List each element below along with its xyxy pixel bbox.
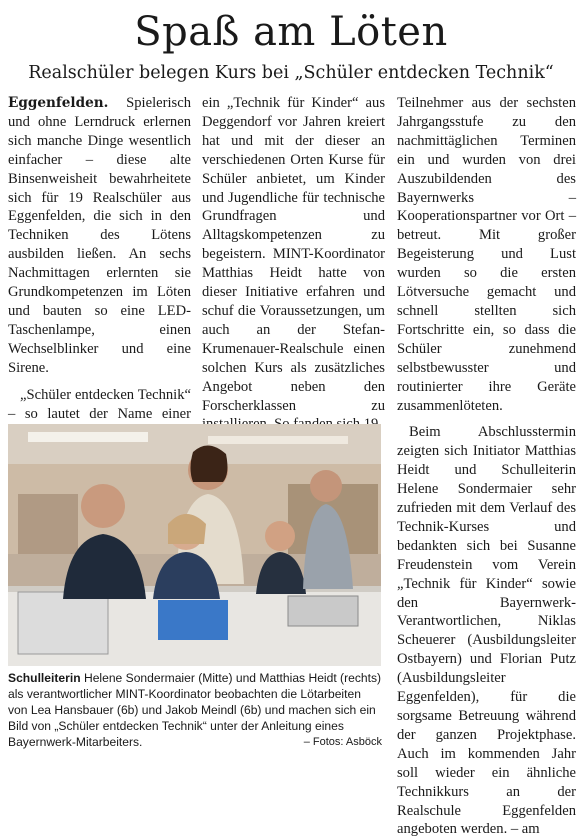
- paragraph: ein „Technik für Kinder“ aus Deggendorf vor Jahren kreiert hat und mit der dieser an verschiedenen Orten Kurse für Schüler anbietet, um Kinder und Jugendliche für technische Grundfragen und Alltagskompetenzen zu begeistern. MINT-Koordinator Matthias Heidt hatte von dieser Initiative erfahren und schuf die Voraussetzungen, um auch an der Stefan-Krumenauer-Realschule einen solchen Kurs als zusätzliches Angebot neben den Forscherklassen zu: [202, 95, 385, 414]
- paragraph: Beim Abschlusstermin zeigten sich Initiator Matthias Heidt und Schulleiterin Helene Sondermaier sehr zufrieden mit dem Verlauf des Technik-Kurses und bedankten sich bei Susanne Freudenstein vom Verein „Technik für Kinder“ sowie den Bayernwerk-Verantwortlichen, Niklas Scheuerer (Ausbildungsleiter Ostbayern) und Florian Putz (Ausbildungsleiter Eggenfelden), für die sorgsame Betreuung während der ganzen Projektphase. Auch im kommenden Jahr soll wieder ein ähnliche Technikkurs an der Realschule Eggenfelden angeboten werden. – am: [397, 424, 576, 838]
- paragraph: Teilnehmer aus der sechsten Jahrgangsstufe zu den nachmittäglichen Terminen ein und wurden von drei Auszubildenden des Bayernwerks – Kooperationspartner vor Ort – betreut. Mit großer Begeisterung und Lust wurden so die ersten Lötversuche gemacht und schnell stellten sich Fortschritte ein, so dass die Schüler zunehmend selbstbewusster und routinierter ihre Geräte zusammenlöteten.: [397, 95, 576, 414]
- caption-lead: Schulleiterin: [8, 671, 81, 685]
- article-column-3: [397, 94, 576, 839]
- photo-credit: – Fotos: Asböck: [303, 736, 382, 748]
- headline: Spaß am Löten: [134, 9, 448, 55]
- subheadline: Realschüler belegen Kurs bei „Schüler entdecken Technik“: [28, 63, 554, 83]
- photo-caption: [8, 670, 382, 750]
- caption-text: Helene Sondermaier (Mitte) und Matthias Heidt (rechts) als verantwortlicher MINT-Koordinator beobachten die Lötarbeiten von Lea Hansbauer (6b) und Jakob Meindl (6b) und machen sich ein Bild von „Schüler entdecken Technik“ unter der Anleitung eines Bayernwerk-Mitarbeiters.: [8, 671, 382, 749]
- paragraph: „Schüler entdecken Technik“ – so lautet der Name einer: [8, 386, 191, 422]
- paragraph: [8, 94, 191, 378]
- article-photo: [8, 424, 381, 666]
- classroom-soldering-photo: [8, 424, 381, 666]
- dateline: Eggenfelden.: [8, 95, 109, 111]
- article-column-1: [8, 94, 191, 442]
- article-column-2: [202, 94, 385, 434]
- paragraph-text: Spielerisch und ohne Lerndruck erlernen sich manche Dinge wesentlich einfacher – diese alte Binsenweisheit bewahrheitete sich für 19 Realschüler aus Eggenfelden, die sich in den Techniken des Lötens ausbilden ließen. An sechs Nachmittagen erlernten sie Grundkompetenzen im Löten und bauten so eine LED-Taschenlampe, einen Wechselblinker und eine Sirene.: [8, 95, 191, 376]
